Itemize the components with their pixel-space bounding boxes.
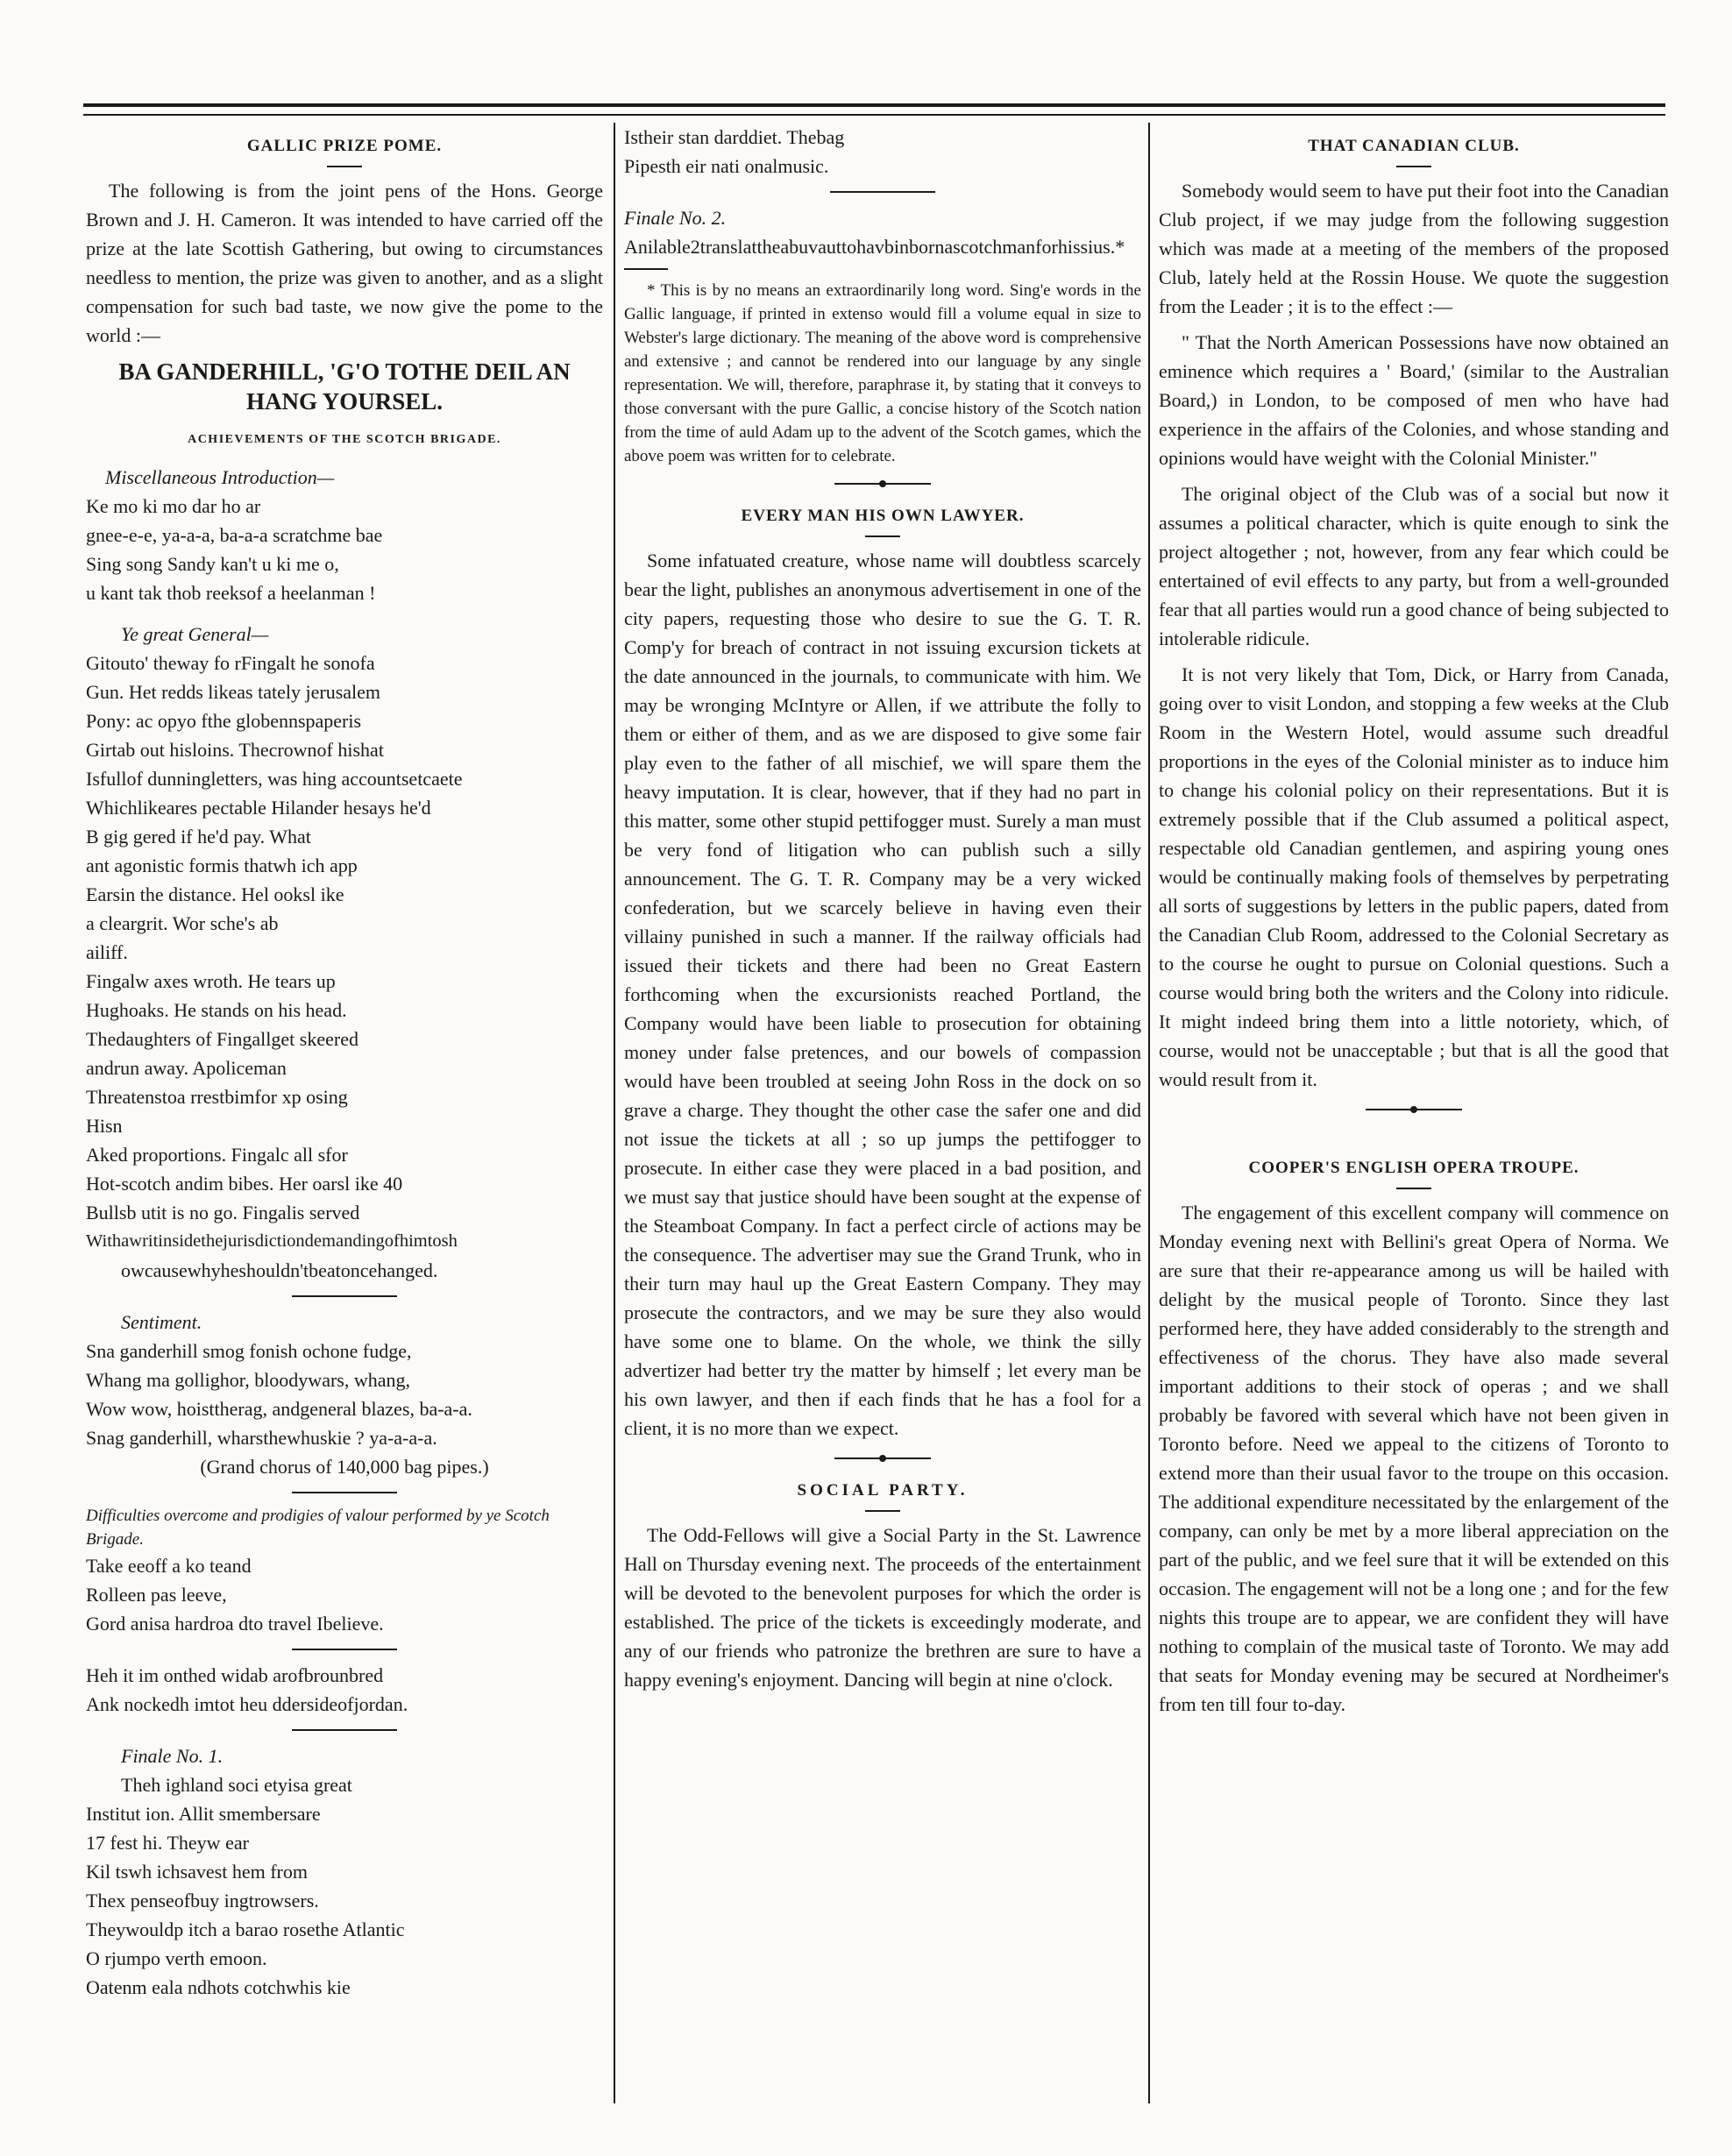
finale2-text: Anilable2translattheabuvauttohavbinbornascotchmanforhissius.*	[624, 236, 1125, 258]
poem-line: Theywouldp itch a barao rosethe Atlantic	[86, 1918, 405, 1940]
poem-line: Institut ion. Allit smembersare	[86, 1803, 321, 1825]
poem-line: Sing song Sandy kan't u ki me o,	[86, 553, 339, 575]
footnote-rule	[624, 268, 668, 270]
poem-line: O rjumpo verth emoon.	[86, 1947, 267, 1969]
title-dash	[865, 535, 900, 537]
misc-lines	[86, 492, 603, 607]
gallic-intro: The following is from the joint pens of the Hons. George Brown and J. H. Cameron. It was intended to have carried off the prize at the late Scottish Gathering, but owing to circumstances needless to mention, the prize was given to another, and as a slight compensation for such bad taste, we now give the pome to the world :—	[86, 180, 603, 346]
poem-line: Rolleen pas leeve,	[86, 1584, 227, 1606]
gallic-prize-title: GALLIC PRIZE POME.	[246, 137, 443, 155]
section-rule	[292, 1649, 397, 1650]
poem-line: Ke mo ki mo dar ho ar	[86, 495, 261, 517]
poem-line: Gun. Het redds likeas tately jerusalem	[86, 681, 381, 703]
top-double-rule	[83, 103, 1665, 116]
poem-line: Oatenm eala ndhots cotchwhis kie	[86, 1976, 351, 1998]
poem-line: Sna ganderhill smog fonish ochone fudge,	[86, 1340, 412, 1362]
ornament-rule	[834, 480, 931, 487]
lawyer-title: EVERY MAN HIS OWN LAWYER.	[741, 507, 1025, 525]
poem-line: Pony: ac opyo fthe globennspaperis	[86, 710, 362, 732]
ornament-rule	[834, 1455, 931, 1462]
poem-line: Hot-scotch andim bibes. Her oarsl ike 40	[86, 1173, 403, 1195]
poem-line: Hisn	[86, 1115, 123, 1137]
finale2-heading: Finale No. 2.	[624, 207, 727, 229]
poem-line: Wow wow, hoisttherag, andgeneral blazes, ba-a-a.	[86, 1398, 472, 1420]
social-article: The Odd-Fellows will give a Social Party in the St. Lawrence Hall on Thursday evening next. The proceeds of the entertainment will be devoted to the benevolent purposes for which the order is established. The price of the tickets is exceedingly moderate, and any of our friends who patronize the brethren are sure to have a happy evening's enjoyment. Dancing will begin at nine o'clock.	[624, 1524, 1141, 1691]
column-divider-1	[614, 123, 615, 2103]
poem-title: BA GANDERHILL, 'G'O TOTHE DEIL AN HANG YOURSEL.	[118, 358, 571, 415]
poem-line: Bullsb utit is no go. Fingalis served	[86, 1202, 360, 1223]
club-paragraph-3: It is not very likely that Tom, Dick, or Harry from Canada, going over to visit London, and stopping a few weeks at the Club Room in the Western Hotel, would assume such dreadful proportions in the eyes of the Colonial minister as to induce him to change his colonial policy on their representations. But it is extremely possible that if the Club assumed a political aspect, respectable old Canadian gentlemen, and aspiring young ones would be continually making fools of themselves by perpetrating all sorts of suggestions by letters in the public papers, dated from the Canadian Club Room, addressed to the Colonial Secretary as to the course he ought to pursue on Colonial questions. Such a course would bring both the writers and the Colony into ridicule. It might indeed bring them into a little notoriety, which, of course, would not be unacceptable ; but that is all the good that would result from it.	[1159, 663, 1669, 1090]
poem-line: Aked proportions. Fingalc all sfor	[86, 1144, 348, 1166]
opera-article: The engagement of this excellent company will commence on Monday evening next with Bellini's great Opera of Norma. We are sure that their re-appearance among us will be hailed with delight by the musical people of Toronto. Since they last performed here, they have added considerably to the strength and effectiveness of the chorus. They have also made several important additions to their stock of operas ; and we shall probably be favored with several which have not been given in Toronto before. Need we appeal to the citizens of Toronto to extend more than their usual favor to the troupe on this occasion. The additional expenditure necessitated by the enlargement of the company, can only be met by a more liberal appreciation on the part of the public, and we feel sure that it will be extended on this occasion. The engagement will not be a long one ; and for the few nights this troupe are to appear, we are confident they will have nothing to complain of the musical taste of Toronto. We may add that seats for Monday evening may be secured at Nordheimer's from ten till four to-day.	[1159, 1202, 1669, 1715]
club-paragraph-1: Somebody would seem to have put their foot into the Canadian Club project, if we may judge from the following suggestion which was made at a meeting of the members of the proposed Club, lately held at the Rossin House. We quote the suggestion from the Leader ; it is to the effect :—	[1159, 180, 1670, 317]
general-heading: Ye great General—	[121, 623, 269, 645]
column-middle	[624, 123, 1141, 1701]
club-title: THAT CANADIAN CLUB.	[1308, 137, 1520, 155]
poem-line: Girtab out hisloins. Thecrownof hishat	[86, 739, 384, 761]
heh-lines	[86, 1661, 603, 1719]
finale1-heading: Finale No. 1.	[121, 1745, 224, 1767]
poem-line: gnee-e-e, ya-a-a, ba-a-a scratchme bae	[86, 524, 383, 546]
poem-line: u kant tak thob reeksof a heelanman !	[86, 582, 376, 604]
poem-line: ailiff.	[86, 941, 128, 963]
continued-lines	[624, 123, 1141, 181]
poem-line: owcausewhyheshouldn'tbeatoncehanged.	[121, 1259, 438, 1281]
poem-line: Whichlikeares pectable Hilander hesays he'd	[86, 797, 431, 819]
finale1-lines	[86, 1770, 603, 2002]
social-title: SOCIAL PARTY.	[797, 1481, 969, 1500]
section-rule	[830, 191, 935, 193]
club-paragraph-2: The original object of the Club was of a social but now it assumes a political character, which is quite enough to sink the project altogether ; not, however, from any fear which could be entertained of evil effects to any party, but from a well-grounded fear that all parties would run a good chance of being subjected to intolerable ridicule.	[1159, 483, 1669, 649]
difficulties-lines	[86, 1551, 603, 1638]
poem-line: Fingalw axes wroth. He tears up	[86, 970, 336, 992]
column-right	[1159, 123, 1669, 1726]
poem-line: Gitouto' theway fo rFingalt he sonofa	[86, 652, 375, 674]
column-left	[86, 123, 603, 2002]
sentiment-lines	[86, 1337, 603, 1452]
grand-chorus: (Grand chorus of 140,000 bag pipes.)	[200, 1456, 489, 1478]
footnote: * This is by no means an extraordinarily long word. Sing'e words in the Gallic language, if printed in extenso would fill a volume equal in size to Webster's large dictionary. The meaning of the above word is comprehensive and extensive ; and cannot be rendered into our language by any single representation. We will, therefore, paraphrase it, by stating that it conveys to those conversant with the pure Gallic, a concise history of the Scotch nation from the time of auld Adam up to the advent of the Scotch games, which the above poem was written for to celebrate.	[624, 281, 1141, 465]
section-rule	[292, 1492, 397, 1493]
poem-line: ant agonistic formis thatwh ich app	[86, 855, 358, 876]
poem-line: Take eeoff a ko teand	[86, 1555, 252, 1577]
poem-line: Hughoaks. He stands on his head.	[86, 999, 347, 1021]
title-dash	[865, 1510, 900, 1512]
poem-line: Isfullof dunningletters, was hing accountsetcaete	[86, 768, 463, 790]
poem-line: Kil tswh ichsavest hem from	[86, 1861, 308, 1883]
poem-line: 17 fest hi. Theyw ear	[86, 1832, 249, 1854]
title-dash	[327, 166, 362, 167]
poem-line: Earsin the distance. Hel ooksl ike	[86, 883, 344, 905]
general-lines	[86, 649, 603, 1285]
poem-line: andrun away. Apoliceman	[86, 1057, 287, 1079]
poem-line: Istheir stan darddiet. Thebag	[624, 126, 845, 148]
section-rule	[292, 1729, 397, 1731]
opera-title: COOPER'S ENGLISH OPERA TROUPE.	[1248, 1159, 1579, 1177]
column-divider-2	[1148, 123, 1150, 2103]
difficulties-heading: Difficulties overcome and prodigies of valour performed by ye Scotch Brigade.	[86, 1507, 550, 1549]
poem-line: Pipesth eir nati onalmusic.	[624, 155, 829, 177]
achievements-subtitle: ACHIEVEMENTS OF THE SCOTCH BRIGADE.	[188, 433, 501, 446]
poem-line: B gig gered if he'd pay. What	[86, 826, 311, 848]
misc-intro-heading: Miscellaneous Introduction—	[105, 466, 335, 488]
poem-line: Snag ganderhill, wharsthewhuskie ? ya-a-a-a.	[86, 1427, 437, 1449]
poem-line: Heh it im onthed widab arofbrounbred	[86, 1664, 384, 1686]
poem-line: Whang ma gollighor, bloodywars, whang,	[86, 1369, 410, 1391]
title-dash	[1396, 166, 1431, 167]
poem-line: Ank nockedh imtot heu ddersideofjordan.	[86, 1693, 408, 1715]
poem-line: a cleargrit. Wor sche's ab	[86, 912, 279, 934]
title-dash	[1396, 1188, 1431, 1189]
poem-line: Gord anisa hardroa dto travel Ibelieve.	[86, 1613, 384, 1635]
lawyer-article: Some infatuated creature, whose name will doubtless scarcely bear the light, publishes an anonymous advertisement in one of the city papers, requesting those who desire to sue the G. T. R. Comp'y for breach of contract in not issuing excursion tickets at the date announced in the journals, to communicate with him. We may be wronging McIntyre or Allen, if we attribute the folly to them or either of them, and as we are disposed to give some fair play even to the father of all mischief, we will spare them the heavy imputation. It is clear, however, that if they had no part in this matter, some other stupid pettifogger must. Surely a man must be very fond of litigation who can publish such a silly announcement. The G. T. R. Company may be a very wicked confederation, but we scarcely believe in having even their villainy punished in such a manner. If the railway officials had issued their tickets and there had been no Great Eastern forthcoming when the excursionists reached Portland, the Company would have been liable to prosecution for obtaining money under false pretences, and our bowels of compassion would have been troubled at seeing John Ross in the dock on so grave a charge. They thought the other case the safer one and did not issue the tickets at all ; so up jumps the pettifogger to prosecute. In either case they were placed in a bad position, and we must say that justice should have been sought at the expense of the Steamboat Company. In fact a perfect circle of actions may be the consequence. The advertiser may sue the Grand Trunk, who in their turn may haul up the Great Eastern Company. They may prosecute the contractors, and we may be sure they also would have some one to blame. On the whole, we think the silly advertizer had better try the matter by himself ; let every man be his own lawyer, and then if each finds that he has a fool for a client, it is no more than we expect.	[624, 550, 1141, 1439]
sentiment-heading: Sentiment.	[121, 1311, 202, 1333]
poem-line: Withawritinsidethejurisdictiondemandingofhimtosh	[86, 1231, 458, 1251]
section-rule	[292, 1295, 397, 1297]
poem-line: Thex penseofbuy ingtrowsers.	[86, 1890, 319, 1911]
ornament-rule	[1366, 1106, 1462, 1113]
poem-line: Threatenstoa rrestbimfor xp osing	[86, 1086, 348, 1108]
poem-line: Theh ighland soci etyisa great	[121, 1774, 352, 1796]
club-quote: " That the North American Possessions have now obtained an eminence which requires a ' Board,' (similar to the Australian Board,) in London, to be composed of men who have had experience in the affairs of the Colonies, and whose standing and opinions would have weight with the Colonial Minister."	[1159, 331, 1669, 469]
poem-line: Thedaughters of Fingallget skeered	[86, 1028, 358, 1050]
